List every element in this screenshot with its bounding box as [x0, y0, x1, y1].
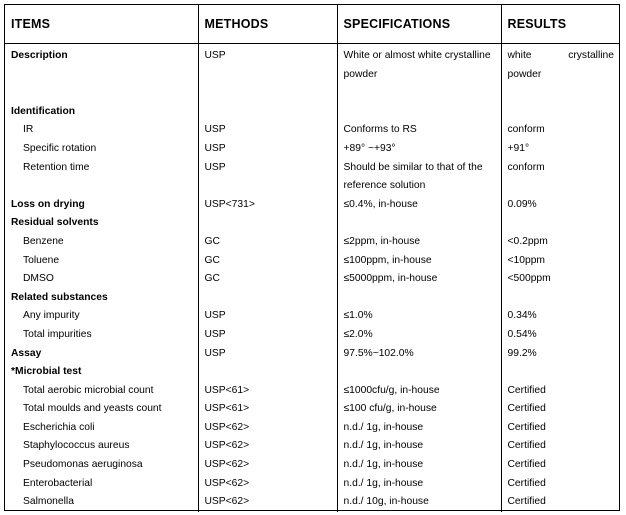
- spec-cell: 97.5%~102.0%: [337, 345, 501, 364]
- spec-cell: Should be similar to that of the reference solution: [337, 159, 501, 196]
- row-total-impurities: [5, 326, 619, 345]
- coa-table: [5, 5, 619, 512]
- method-cell: USP: [198, 121, 337, 140]
- header-items: ITEMS: [5, 5, 198, 44]
- result-cell: Certified: [501, 400, 619, 419]
- item-cell: *Microbial test: [11, 366, 82, 378]
- result-cell: conform: [501, 159, 619, 196]
- method-cell: GC: [198, 252, 337, 271]
- method-cell: USP<62>: [198, 493, 337, 512]
- spec-cell: n.d./ 1g, in-house: [337, 456, 501, 475]
- spec-cell: ≤1000cfu/g, in-house: [337, 382, 501, 401]
- header-results: RESULTS: [501, 5, 619, 44]
- method-cell: USP<731>: [198, 196, 337, 215]
- result-cell: [501, 103, 619, 122]
- item-cell: Total aerobic microbial count: [23, 384, 154, 396]
- spec-cell: +89° ~+93°: [337, 140, 501, 159]
- header-methods: METHODS: [198, 5, 337, 44]
- spacer-row: [5, 84, 619, 103]
- result-cell: +91°: [501, 140, 619, 159]
- method-cell: USP: [198, 159, 337, 196]
- item-cell: Description: [11, 50, 68, 61]
- row-retention-time: [5, 159, 619, 196]
- result-cell: conform: [501, 121, 619, 140]
- spec-cell: n.d./ 1g, in-house: [337, 419, 501, 438]
- spec-cell: ≤2ppm, in-house: [337, 233, 501, 252]
- row-benzene: [5, 233, 619, 252]
- spec-cell: ≤2.0%: [337, 326, 501, 345]
- spec-cell: White or almost white crystalline powder: [337, 44, 501, 85]
- row-salmonella: [5, 493, 619, 512]
- row-escherichia-coli: [5, 419, 619, 438]
- item-cell: Pseudomonas aeruginosa: [23, 459, 143, 471]
- result-cell: [501, 214, 619, 233]
- item-cell: Assay: [11, 347, 42, 359]
- item-cell: Total impurities: [23, 328, 92, 340]
- item-cell: Related substances: [11, 291, 108, 303]
- result-cell: <10ppm: [501, 252, 619, 271]
- row-pseudomonas: [5, 456, 619, 475]
- result-cell: Certified: [501, 456, 619, 475]
- method-cell: USP: [198, 140, 337, 159]
- row-toluene: [5, 252, 619, 271]
- method-cell: USP<62>: [198, 419, 337, 438]
- row-ir: [5, 121, 619, 140]
- item-cell: Residual solvents: [11, 217, 99, 229]
- item-cell: Retention time: [23, 161, 90, 173]
- spec-cell: ≤5000ppm, in-house: [337, 270, 501, 289]
- item-cell: Any impurity: [23, 310, 80, 322]
- method-cell: USP<62>: [198, 437, 337, 456]
- spec-cell: ≤1.0%: [337, 307, 501, 326]
- row-enterobacterial: [5, 475, 619, 494]
- result-cell: Certified: [501, 493, 619, 512]
- item-cell: Staphylococcus aureus: [23, 440, 130, 452]
- spec-cell: n.d./ 10g, in-house: [337, 493, 501, 512]
- row-specific-rotation: [5, 140, 619, 159]
- method-cell: USP: [198, 326, 337, 345]
- result-cell: <500ppm: [501, 270, 619, 289]
- spec-cell: ≤100 cfu/g, in-house: [337, 400, 501, 419]
- method-cell: [198, 103, 337, 122]
- row-related-substances: [5, 289, 619, 308]
- item-cell: DMSO: [23, 273, 54, 285]
- row-description: [5, 44, 619, 85]
- row-assay: [5, 345, 619, 364]
- row-total-aerobic: [5, 382, 619, 401]
- result-cell: <0.2ppm: [501, 233, 619, 252]
- item-cell: IR: [23, 124, 34, 136]
- item-cell: Specific rotation: [23, 142, 97, 154]
- row-microbial-test: [5, 363, 619, 382]
- item-cell: Salmonella: [23, 496, 74, 508]
- spec-cell: n.d./ 1g, in-house: [337, 475, 501, 494]
- spec-cell: n.d./ 1g, in-house: [337, 437, 501, 456]
- result-cell: Certified: [501, 475, 619, 494]
- method-cell: [198, 289, 337, 308]
- row-residual-solvents: [5, 214, 619, 233]
- method-cell: USP<61>: [198, 400, 337, 419]
- spec-cell: [337, 103, 501, 122]
- row-total-moulds: [5, 400, 619, 419]
- row-any-impurity: [5, 307, 619, 326]
- result-cell: white crystalline powder: [501, 44, 619, 85]
- item-cell: Total moulds and yeasts count: [23, 403, 162, 415]
- method-cell: GC: [198, 270, 337, 289]
- method-cell: [198, 214, 337, 233]
- method-cell: USP<61>: [198, 382, 337, 401]
- spec-cell: [337, 214, 501, 233]
- method-cell: GC: [198, 233, 337, 252]
- spec-cell: ≤100ppm, in-house: [337, 252, 501, 271]
- result-cell: Certified: [501, 382, 619, 401]
- result-cell: 0.54%: [501, 326, 619, 345]
- header-specifications: SPECIFICATIONS: [337, 5, 501, 44]
- item-cell: Escherichia coli: [23, 421, 95, 433]
- result-cell: 99.2%: [501, 345, 619, 364]
- method-cell: USP: [198, 307, 337, 326]
- method-cell: [198, 363, 337, 382]
- method-cell: USP<62>: [198, 475, 337, 494]
- spec-cell: ≤0.4%, in-house: [337, 196, 501, 215]
- spec-cell: [337, 363, 501, 382]
- method-cell: USP<62>: [198, 456, 337, 475]
- spec-cell: Conforms to RS: [337, 121, 501, 140]
- row-identification: [5, 103, 619, 122]
- method-cell: USP: [198, 345, 337, 364]
- row-loss-on-drying: [5, 196, 619, 215]
- result-cell: [501, 289, 619, 308]
- item-cell: Enterobacterial: [23, 477, 93, 489]
- result-cell: [501, 363, 619, 382]
- item-cell: Benzene: [23, 235, 64, 247]
- item-cell: Loss on drying: [11, 198, 85, 210]
- method-cell: USP: [198, 44, 337, 85]
- spec-cell: [337, 289, 501, 308]
- result-cell: 0.34%: [501, 307, 619, 326]
- header-row: [5, 5, 619, 44]
- coa-table-frame: [4, 4, 620, 511]
- row-staphylococcus: [5, 437, 619, 456]
- item-cell: Toluene: [23, 254, 60, 266]
- item-cell: Identification: [11, 105, 76, 117]
- result-cell: Certified: [501, 437, 619, 456]
- result-cell: Certified: [501, 419, 619, 438]
- row-dmso: [5, 270, 619, 289]
- result-cell: 0.09%: [501, 196, 619, 215]
